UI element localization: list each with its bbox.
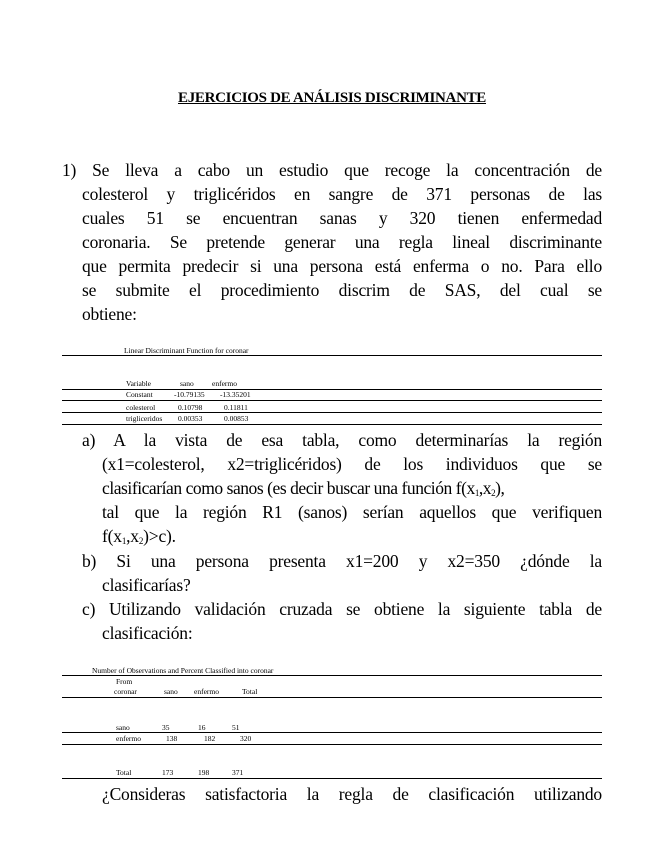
- table2-header: sano: [164, 687, 178, 696]
- table1-cell: 0.00353: [178, 414, 203, 423]
- table1-rule: [62, 412, 602, 413]
- table2-cell: 320: [240, 734, 252, 743]
- table2-header: coronar: [114, 687, 137, 696]
- closing-question: [102, 782, 602, 806]
- table2-rule: [62, 778, 602, 779]
- table2-total: 198: [198, 768, 210, 777]
- question-a-line: clasificarían como sanos (es decir buscar una función f(x: [102, 478, 475, 498]
- table1-rule: [62, 355, 602, 356]
- table1-header: Variable: [126, 379, 151, 388]
- closing-line: ¿Consideras satisfactoria la regla de clasificación utilizando: [102, 784, 602, 804]
- table2-cell: 182: [204, 734, 216, 743]
- table1-cell: Constant: [126, 390, 153, 399]
- intro-line: coronaria. Se pretende generar una regla lineal discriminante: [82, 232, 602, 252]
- question-c: [82, 597, 602, 621]
- table2-cell: enfermo: [116, 734, 141, 743]
- table1-cell: -13.35201: [220, 390, 251, 399]
- question-a-line: f(x: [102, 526, 122, 546]
- table2-rule: [62, 732, 602, 733]
- table2-rule: [62, 697, 602, 698]
- intro-line: 1) Se lleva a cabo un estudio que recoge la concentración de: [62, 160, 602, 180]
- question-b: [82, 549, 602, 573]
- question-a-line: tal que la región R1 (sanos) serían aquellos que verifiquen: [102, 502, 602, 522]
- question-b-line: b) Si una persona presenta x1=200 y x2=350 ¿dónde la: [82, 551, 602, 571]
- table1-title: Linear Discriminant Function for coronar: [124, 346, 249, 355]
- page-title: EJERCICIOS DE ANÁLISIS DISCRIMINANTE: [177, 90, 487, 106]
- subscript-2: 2: [138, 536, 144, 546]
- question-c-line: clasificación:: [102, 623, 193, 643]
- table1-cell: 0.10798: [178, 403, 203, 412]
- table2-cell: 16: [198, 723, 206, 732]
- question-c-end: [102, 621, 602, 645]
- table1-rule: [62, 400, 602, 401]
- table1-rule: [62, 424, 602, 425]
- intro-paragraph: [62, 158, 602, 182]
- table2-total: Total: [116, 768, 132, 777]
- intro-line: cuales 51 se encuentran sanas y 320 tienen enfermedad: [82, 208, 602, 228]
- question-b-line: clasificarías?: [102, 575, 191, 595]
- table2-cell: 138: [166, 734, 178, 743]
- table1-cell: -10.79135: [174, 390, 205, 399]
- intro-line: colesterol y triglicéridos en sangre de 371 personas de las: [82, 184, 602, 204]
- intro-line: se submite el procedimiento discrim de SAS, del cual se: [82, 280, 602, 300]
- question-a: [82, 428, 602, 452]
- func-args: ,x: [126, 526, 139, 546]
- table2-header: enfermo: [194, 687, 219, 696]
- table2-rule: [62, 675, 602, 676]
- table2-cell: 35: [162, 723, 170, 732]
- table2-total: 371: [232, 768, 244, 777]
- func-close: )>c).: [143, 526, 176, 546]
- table2-from-label: From: [116, 677, 133, 686]
- question-a-line: (x1=colesterol, x2=triglicéridos) de los individuos que se: [102, 454, 602, 474]
- table2-title: Number of Observations and Percent Classified into coronar: [92, 666, 274, 675]
- table2-total: 173: [162, 768, 174, 777]
- subscript-2: 2: [491, 488, 496, 498]
- table1-cell: trigliceridos: [126, 414, 163, 423]
- table2-rule: [62, 744, 602, 745]
- table1-cell: 0.00853: [224, 414, 249, 423]
- intro-line: obtiene:: [82, 304, 137, 324]
- question-c-line: c) Utilizando validación cruzada se obtiene la siguiente tabla de: [82, 599, 602, 619]
- intro-paragraph-end: [82, 302, 602, 326]
- table2-cell: sano: [116, 723, 130, 732]
- question-b-end: [102, 573, 602, 597]
- intro-line: que permita predecir si una persona está enferma o no. Para ello: [82, 256, 602, 276]
- table1-cell: 0.11811: [224, 403, 248, 412]
- subscript-1: 1: [121, 536, 127, 546]
- table2-cell: 51: [232, 723, 240, 732]
- table1-header: enfermo: [212, 379, 237, 388]
- question-a-body: [102, 452, 602, 476]
- table1-cell: colesterol: [126, 403, 156, 412]
- table1-header: sano: [180, 379, 194, 388]
- question-a-line: a) A la vista de esa tabla, como determinarías la región: [82, 430, 602, 450]
- table2-header: Total: [242, 687, 258, 696]
- question-a-body: [102, 500, 602, 524]
- func-close: ),: [495, 478, 505, 498]
- subscript-1: 1: [474, 488, 479, 498]
- func-args: ,x: [478, 478, 492, 498]
- intro-paragraph-body: [82, 182, 602, 302]
